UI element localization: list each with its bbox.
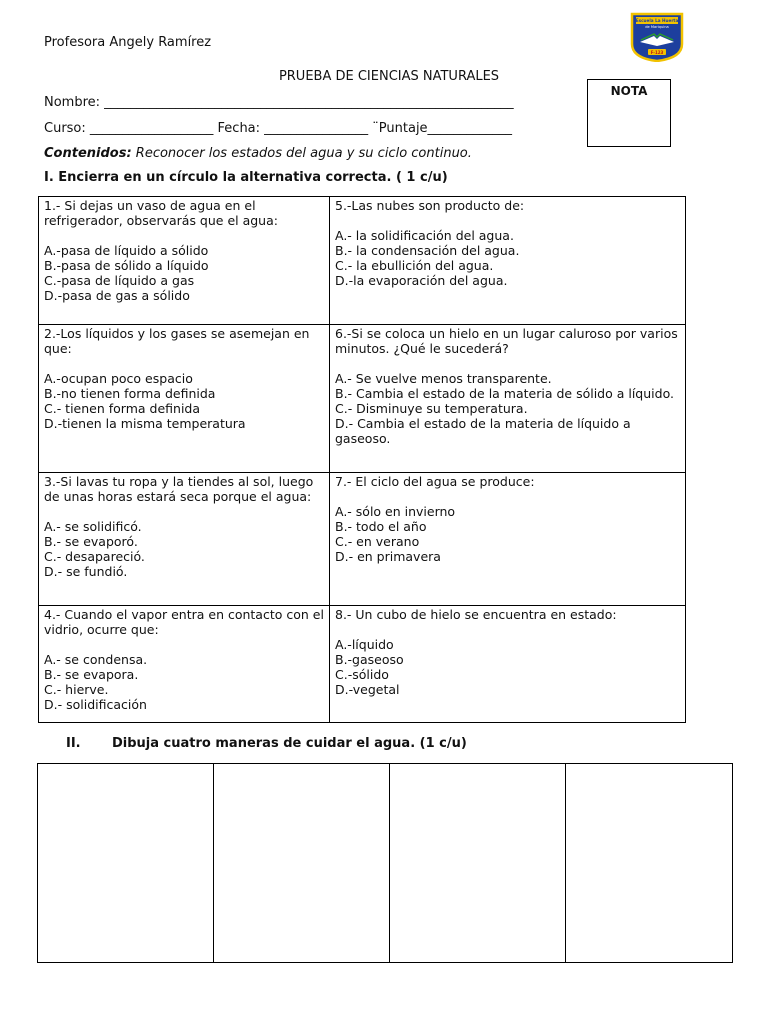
drawing-box-1[interactable] [38, 764, 214, 963]
grade-label: NOTA [610, 84, 648, 98]
section2-text: Dibuja cuatro maneras de cuidar el agua. (1 c/u) [112, 736, 467, 751]
option[interactable]: D.-tienen la misma temperatura [44, 416, 246, 431]
contents-text: Reconocer los estados del agua y su ciclo continuo. [131, 146, 472, 161]
option[interactable]: C.-pasa de líquido a gas [44, 273, 195, 288]
option[interactable]: A.-líquido [335, 637, 394, 652]
school-logo [628, 12, 686, 62]
teacher-name: Profesora Angely Ramírez [44, 35, 212, 50]
option[interactable]: D.-pasa de gas a sólido [44, 288, 190, 303]
option[interactable]: B.-pasa de sólido a líquido [44, 258, 209, 273]
option[interactable]: D.- se fundió. [44, 564, 128, 579]
option[interactable]: D.-vegetal [335, 682, 400, 697]
grade-box[interactable] [587, 79, 671, 147]
contents-label: Contenidos: [44, 146, 132, 161]
section1-heading: I. Encierra en un círculo la alternativa correcta. ( 1 c/u) [44, 170, 448, 185]
question-text: 6.-Si se coloca un hielo en un lugar caluroso por varios minutos. ¿Qué le sucederá? [335, 326, 678, 356]
option[interactable]: B.- la condensación del agua. [335, 243, 520, 258]
question-cell-4 [39, 606, 330, 723]
course-date-score-fields[interactable]: Curso: ___________________ Fecha: ________________ ¨Puntaje_____________ [44, 121, 513, 136]
table-row [39, 325, 686, 473]
option[interactable]: A.- se solidificó. [44, 519, 142, 534]
section2-heading [66, 736, 467, 751]
table-row [39, 606, 686, 723]
option[interactable]: A.- sólo en invierno [335, 504, 456, 519]
name-field[interactable]: Nombre: _______________________________________________________________ [44, 95, 514, 110]
question-cell-5 [330, 197, 686, 325]
option[interactable]: B.- Cambia el estado de la materia de sólido a líquido. [335, 386, 674, 401]
contents-line [44, 146, 472, 161]
option[interactable]: C.- en verano [335, 534, 420, 549]
question-text: 8.- Un cubo de hielo se encuentra en estado: [335, 607, 617, 622]
option[interactable]: B.-no tienen forma definida [44, 386, 216, 401]
questions-table [38, 196, 686, 723]
option[interactable]: A.- se condensa. [44, 652, 148, 667]
option[interactable]: C.- hierve. [44, 682, 109, 697]
drawing-box-4[interactable] [566, 764, 733, 963]
option[interactable]: B.- todo el año [335, 519, 427, 534]
table-row [39, 473, 686, 606]
drawing-box-3[interactable] [390, 764, 566, 963]
option[interactable]: B.-gaseoso [335, 652, 404, 667]
question-text: 4.- Cuando el vapor entra en contacto con el vidrio, ocurre que: [44, 607, 324, 637]
option[interactable]: A.-pasa de líquido a sólido [44, 243, 209, 258]
page-title: PRUEBA DE CIENCIAS NATURALES [278, 69, 500, 84]
svg-text:de Mariquina: de Mariquina [645, 25, 669, 29]
question-cell-8 [330, 606, 686, 723]
option[interactable]: D.-la evaporación del agua. [335, 273, 508, 288]
question-cell-3 [39, 473, 330, 606]
question-text: 7.- El ciclo del agua se produce: [335, 474, 535, 489]
svg-text:Escuela La Huerta: Escuela La Huerta [635, 18, 679, 23]
option[interactable]: C.-sólido [335, 667, 389, 682]
question-cell-6 [330, 325, 686, 473]
question-text: 2.-Los líquidos y los gases se asemejan en que: [44, 326, 310, 356]
drawing-box-2[interactable] [214, 764, 390, 963]
option[interactable]: B.- se evapora. [44, 667, 139, 682]
option[interactable]: C.- desapareció. [44, 549, 145, 564]
question-cell-2 [39, 325, 330, 473]
option[interactable]: A.- la solidificación del agua. [335, 228, 514, 243]
option[interactable]: D.- Cambia el estado de la materia de líquido a gaseoso. [335, 416, 631, 446]
option[interactable]: D.- solidificación [44, 697, 147, 712]
question-text: 3.-Si lavas tu ropa y la tiendes al sol, luego de unas horas estará seca porque el agua: [44, 474, 314, 504]
option[interactable]: C.- la ebullición del agua. [335, 258, 494, 273]
question-text: 5.-Las nubes son producto de: [335, 198, 525, 213]
option[interactable]: C.- Disminuye su temperatura. [335, 401, 528, 416]
question-cell-1 [39, 197, 330, 325]
question-text: 1.- Si dejas un vaso de agua en el refrigerador, observarás que el agua: [44, 198, 278, 228]
option[interactable]: D.- en primavera [335, 549, 441, 564]
option[interactable]: A.- Se vuelve menos transparente. [335, 371, 552, 386]
option[interactable]: C.- tienen forma definida [44, 401, 201, 416]
option[interactable]: A.-ocupan poco espacio [44, 371, 193, 386]
section2-number: II. [66, 736, 81, 751]
drawing-table [37, 763, 733, 963]
question-cell-7 [330, 473, 686, 606]
option[interactable]: B.- se evaporó. [44, 534, 138, 549]
table-row [39, 197, 686, 325]
svg-text:F-123: F-123 [650, 50, 664, 55]
